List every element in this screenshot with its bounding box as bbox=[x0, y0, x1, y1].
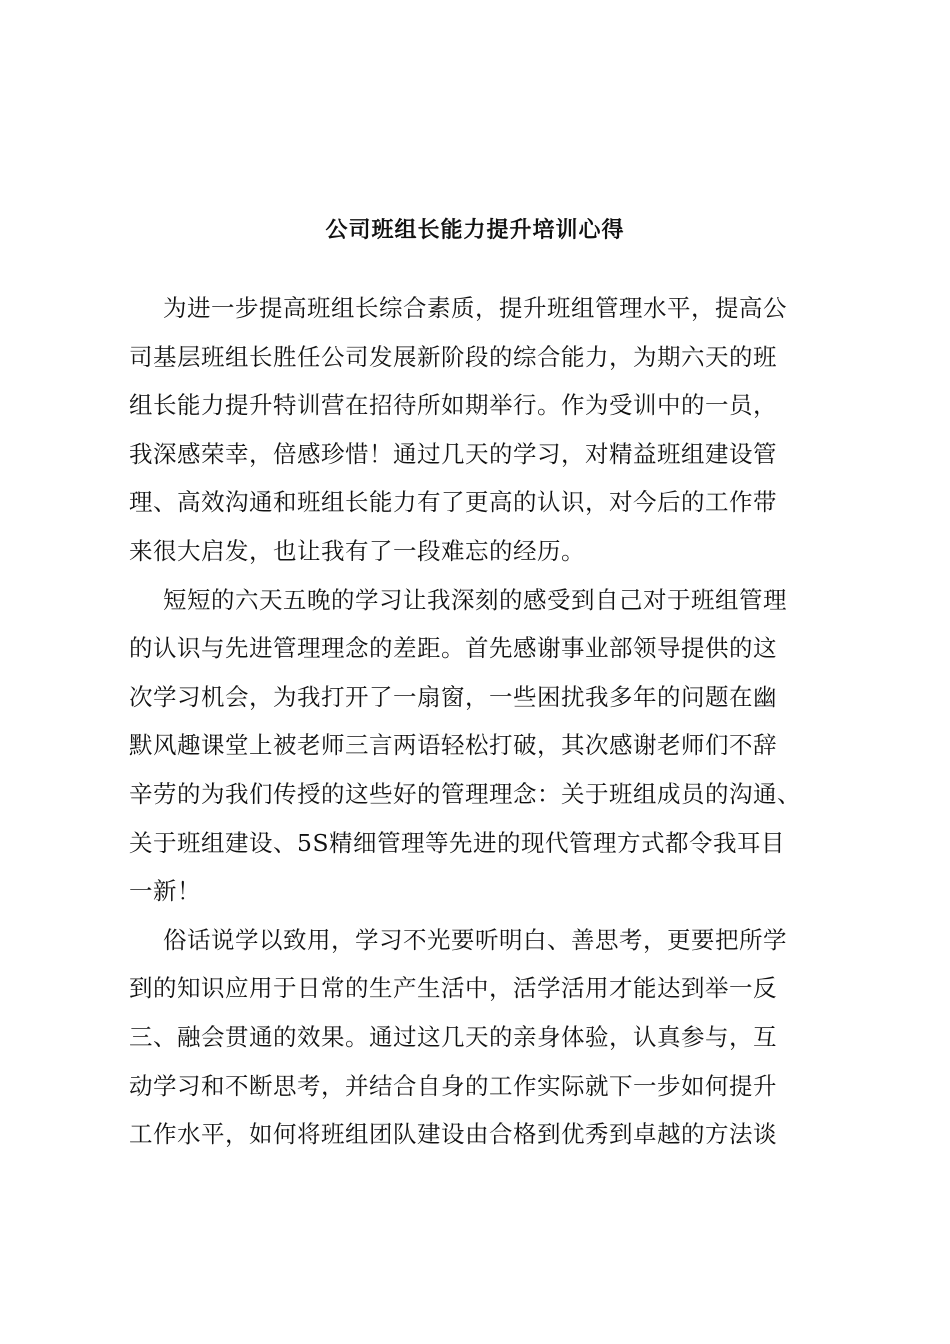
paragraph-line: 组长能力提升特训营在招待所如期举行。作为受训中的一员， bbox=[129, 391, 777, 420]
paragraph-line: 动学习和不断思考，并结合自身的工作实际就下一步如何提升 bbox=[129, 1071, 777, 1100]
paragraph-line: 理、高效沟通和班组长能力有了更高的认识，对今后的工作带 bbox=[129, 488, 777, 517]
paragraph-line: 辛劳的为我们传授的这些好的管理理念：关于班组成员的沟通、 bbox=[129, 779, 801, 808]
paragraph-line: 来很大启发，也让我有了一段难忘的经历。 bbox=[129, 536, 585, 565]
paragraph-line: 次学习机会，为我打开了一扇窗，一些困扰我多年的问题在幽 bbox=[129, 682, 777, 711]
paragraph-line: 我深感荣幸，倍感珍惜！通过几天的学习，对精益班组建设管 bbox=[129, 439, 777, 468]
document-body bbox=[129, 284, 829, 1159]
paragraph-line: 短短的六天五晚的学习让我深刻的感受到自己对于班组管理 bbox=[163, 585, 787, 614]
paragraph-line: 一新！ bbox=[129, 877, 201, 906]
paragraph-line: 工作水平，如何将班组团队建设由合格到优秀到卓越的方法谈 bbox=[129, 1120, 777, 1149]
paragraph-line: 的认识与先进管理理念的差距。首先感谢事业部领导提供的这 bbox=[129, 634, 777, 663]
paragraph-line: 为进一步提高班组长综合素质，提升班组管理水平，提高公 bbox=[163, 294, 787, 322]
paragraph-line: 到的知识应用于日常的生产生活中，活学活用才能达到举一反 bbox=[129, 974, 777, 1003]
document-title: 公司班组长能力提升培训心得 bbox=[325, 217, 625, 243]
paragraph-line: 默风趣课堂上被老师三言两语轻松打破，其次感谢老师们不辞 bbox=[129, 731, 777, 760]
paragraph-line: 关于班组建设、5S精细管理等先进的现代管理方式都令我耳目 bbox=[129, 828, 786, 857]
paragraph-line: 俗话说学以致用，学习不光要听明白、善思考，更要把所学 bbox=[163, 925, 787, 954]
paragraph-line: 司基层班组长胜任公司发展新阶段的综合能力，为期六天的班 bbox=[129, 342, 777, 371]
paragraph-line: 三、融会贯通的效果。通过这几天的亲身体验，认真参与，互 bbox=[129, 1022, 777, 1051]
